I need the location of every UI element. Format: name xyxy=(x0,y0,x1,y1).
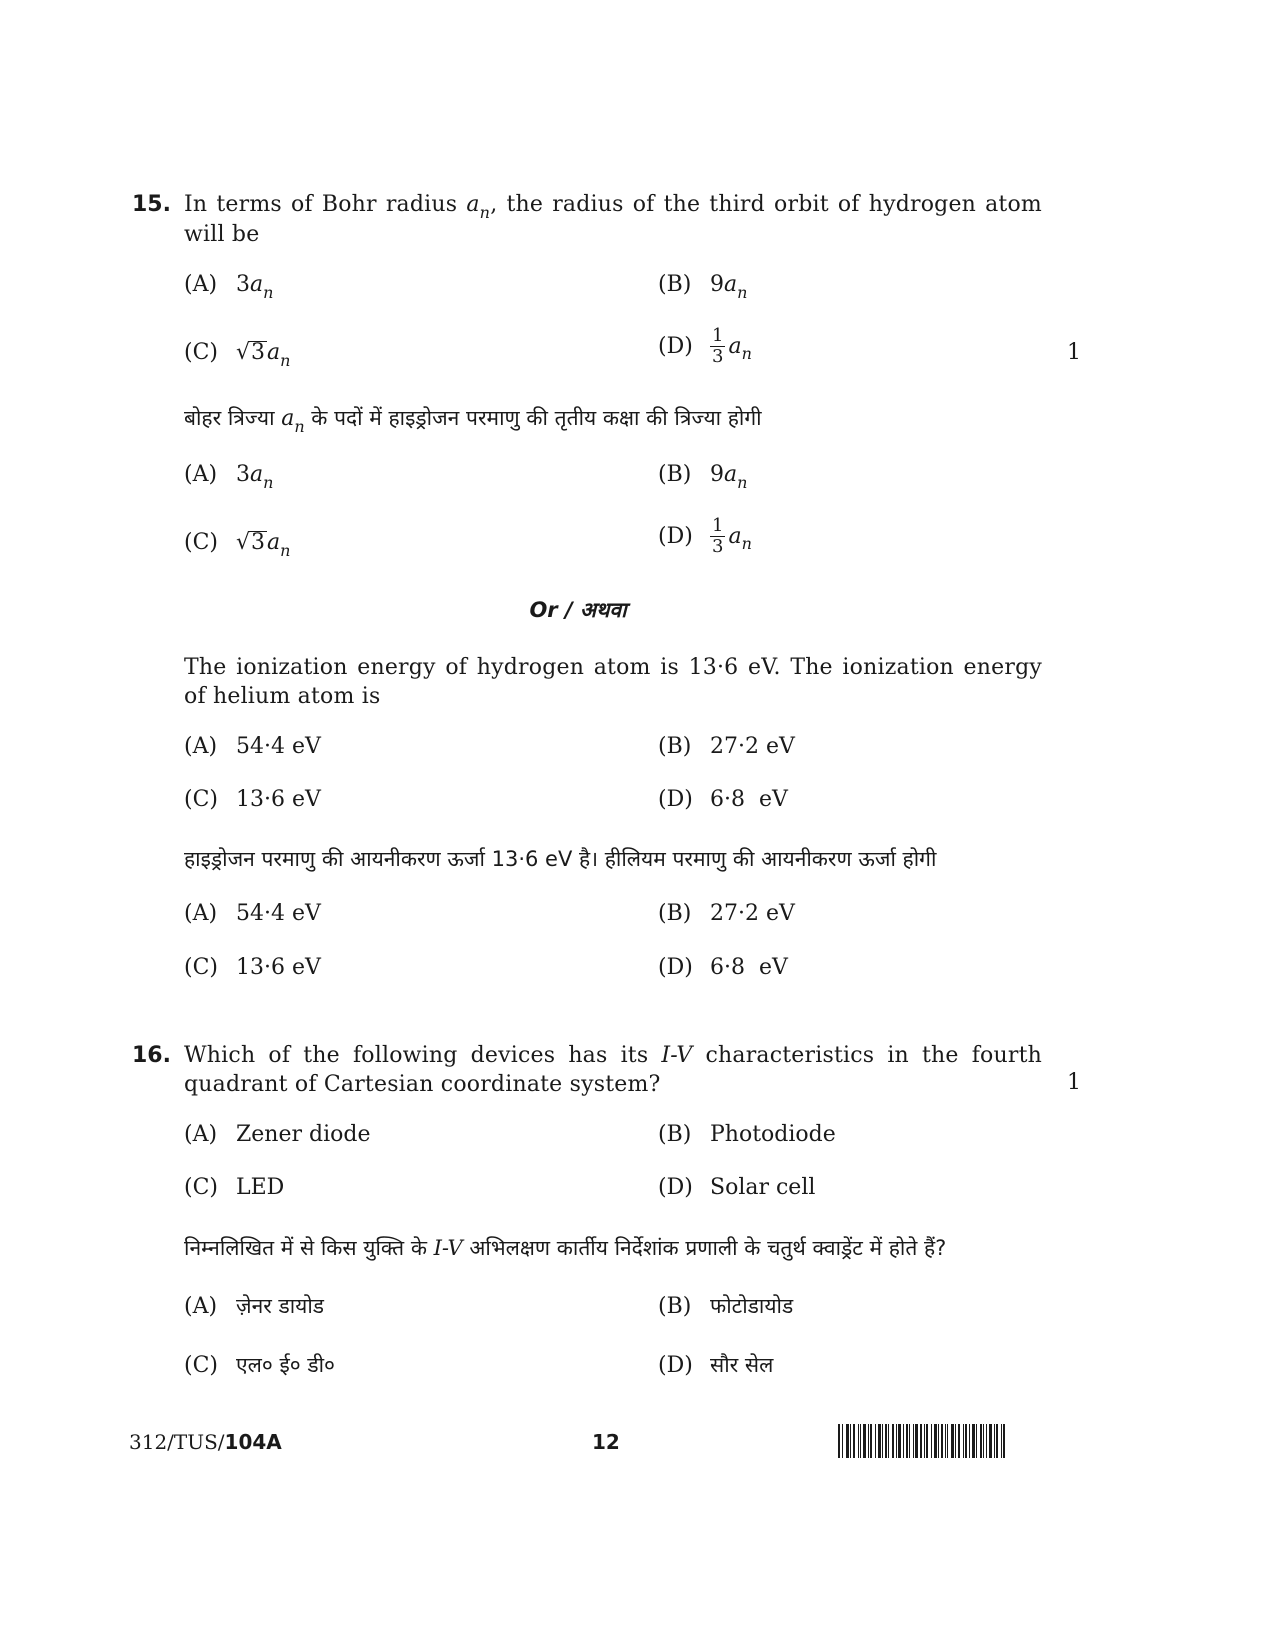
q16-en-option-a xyxy=(184,1122,370,1147)
math-var: a xyxy=(250,462,264,487)
option-text: LED xyxy=(236,1175,285,1200)
math-sub: n xyxy=(263,473,274,492)
option-label: (C) xyxy=(184,787,218,812)
stem-text: निम्नलिखित में से किस युक्ति के xyxy=(184,1236,434,1260)
option-label: (A) xyxy=(184,901,218,926)
option-label: (B) xyxy=(658,734,692,759)
q15-hi-option-b xyxy=(658,462,748,492)
math-sub: n xyxy=(280,351,291,370)
q15-alt-hi-option-a xyxy=(184,901,321,926)
option-label: (C) xyxy=(184,530,218,555)
q15-alt-hi-option-c xyxy=(184,955,321,980)
option-label: (B) xyxy=(658,272,692,297)
option-label: (D) xyxy=(658,955,693,980)
q15-alt-hi-option-d xyxy=(658,955,788,980)
option-label: (B) xyxy=(658,462,692,487)
math-sub: n xyxy=(294,417,305,436)
q15-alt-en-option-a xyxy=(184,734,321,759)
q16-en-option-b xyxy=(658,1122,836,1147)
math-var: a xyxy=(466,192,480,217)
q15-alt-hi-option-b xyxy=(658,901,795,926)
option-label: (B) xyxy=(658,1294,692,1319)
coef: 9 xyxy=(710,462,724,487)
math-sub: n xyxy=(263,283,274,302)
coef: 3 xyxy=(236,462,250,487)
option-label: (C) xyxy=(184,340,218,365)
math-sub: n xyxy=(741,344,752,363)
q16-hi-option-b xyxy=(658,1292,793,1320)
option-text: 54·4 eV xyxy=(236,734,321,759)
option-label: (B) xyxy=(658,1122,692,1147)
coef: 9 xyxy=(710,272,724,297)
option-label: (C) xyxy=(184,955,218,980)
q16-marks: 1 xyxy=(1067,1070,1081,1095)
option-label: (D) xyxy=(658,1353,693,1378)
page-number: 12 xyxy=(592,1430,620,1454)
math-var: a xyxy=(724,272,738,297)
option-label: (C) xyxy=(184,1175,218,1200)
q15-en-option-c xyxy=(184,340,291,370)
option-text: फोटोडायोड xyxy=(710,1294,794,1318)
question-16-number: 16. xyxy=(132,1043,171,1068)
option-label: (D) xyxy=(658,787,693,812)
math-var: a xyxy=(250,272,264,297)
stem-text: अभिलक्षण कार्तीय निर्देशांक प्रणाली के चतुर्थ क्वाड्रेंट में होते हैं? xyxy=(462,1236,947,1260)
option-text: 13·6 eV xyxy=(236,955,321,980)
barcode xyxy=(838,1424,1082,1458)
frac-den: 3 xyxy=(712,346,724,367)
option-label: (D) xyxy=(658,334,693,359)
question-15-number: 15. xyxy=(132,192,171,217)
option-label: (A) xyxy=(184,1122,218,1147)
paper-code xyxy=(129,1430,282,1454)
iv-term: I-V xyxy=(433,1236,463,1260)
radicand: 3 xyxy=(251,530,266,555)
option-label: (B) xyxy=(658,901,692,926)
math-sub: n xyxy=(280,541,291,560)
frac-num: 1 xyxy=(712,515,724,536)
or-separator: Or / अथवा xyxy=(529,598,627,622)
coef: 3 xyxy=(236,272,250,297)
q15-en-option-a xyxy=(184,272,274,302)
fraction xyxy=(710,516,725,557)
option-text: सौर सेल xyxy=(710,1353,774,1377)
option-text: 6·8 eV xyxy=(710,787,788,812)
option-text: एल० ई० डी० xyxy=(236,1353,335,1377)
option-label: (A) xyxy=(184,734,218,759)
option-text: 13·6 eV xyxy=(236,787,321,812)
q15-hi-option-c xyxy=(184,530,291,560)
fraction xyxy=(710,326,725,367)
q15-alt-en-option-d xyxy=(658,787,788,812)
question-15-alt-stem-en: The ionization energy of hydrogen atom is 13·6 eV. The ionization energy of helium atom is xyxy=(184,655,1042,709)
stem-text: Which of the following devices has its xyxy=(184,1043,662,1068)
option-text: Solar cell xyxy=(710,1175,816,1200)
q16-en-option-d xyxy=(658,1175,815,1200)
math-var: a xyxy=(267,530,281,555)
option-text: ज़ेनर डायोड xyxy=(236,1294,325,1318)
math-sub: n xyxy=(737,473,748,492)
q15-hi-option-d xyxy=(658,516,752,557)
question-16-stem-en xyxy=(184,1041,1042,1099)
question-16-stem-hi xyxy=(184,1234,1054,1263)
option-text: 6·8 eV xyxy=(710,955,788,980)
option-label: (A) xyxy=(184,462,218,487)
stem-text: , the radius of the third orbit of hydrogen atom will be xyxy=(184,192,1042,247)
frac-den: 3 xyxy=(712,536,724,557)
q16-hi-option-c xyxy=(184,1351,335,1379)
math-var: a xyxy=(728,524,742,549)
math-sub: n xyxy=(479,203,491,222)
option-label: (A) xyxy=(184,272,218,297)
q16-en-option-c xyxy=(184,1175,284,1200)
math-sub: n xyxy=(741,534,752,553)
sqrt: √3 xyxy=(236,530,266,555)
frac-num: 1 xyxy=(712,325,724,346)
option-label: (A) xyxy=(184,1294,218,1319)
q16-hi-option-a xyxy=(184,1292,324,1320)
option-text: Zener diode xyxy=(236,1122,371,1147)
q15-en-option-b xyxy=(658,272,748,302)
stem-text: बोहर त्रिज्या xyxy=(184,406,282,430)
iv-term: I-V xyxy=(661,1043,693,1068)
stem-text: characteristics in the fourth quadrant of Cartesian coordinate system? xyxy=(184,1043,1042,1097)
option-label: (D) xyxy=(658,1175,693,1200)
stem-text: In terms of Bohr radius xyxy=(184,192,467,217)
math-var: a xyxy=(728,334,742,359)
option-text: 27·2 eV xyxy=(710,734,795,759)
q15-hi-option-a xyxy=(184,462,274,492)
question-15-stem-hi xyxy=(184,404,1054,434)
radicand: 3 xyxy=(251,340,266,365)
paper-code-bold: 104A xyxy=(224,1430,282,1454)
paper-code-prefix: 312/TUS/ xyxy=(129,1430,225,1454)
q15-marks: 1 xyxy=(1067,340,1081,365)
math-var: a xyxy=(281,406,295,431)
q15-alt-en-option-c xyxy=(184,787,321,812)
option-label: (C) xyxy=(184,1353,218,1378)
sqrt: √3 xyxy=(236,340,266,365)
option-label: (D) xyxy=(658,524,693,549)
q15-alt-en-option-b xyxy=(658,734,795,759)
math-var: a xyxy=(267,340,281,365)
option-text: Photodiode xyxy=(710,1122,836,1147)
math-var: a xyxy=(724,462,738,487)
stem-text: के पदों में हाइड्रोजन परमाणु की तृतीय कक्षा की त्रिज्या होगी xyxy=(304,406,762,430)
q16-hi-option-d xyxy=(658,1351,773,1379)
q15-en-option-d xyxy=(658,326,752,367)
math-sub: n xyxy=(737,283,748,302)
question-15-stem-en xyxy=(184,190,1042,249)
option-text: 27·2 eV xyxy=(710,901,795,926)
option-text: 54·4 eV xyxy=(236,901,321,926)
question-15-alt-stem-hi: हाइड्रोजन परमाणु की आयनीकरण ऊर्जा 13·6 eV है। हीलियम परमाणु की आयनीकरण ऊर्जा होगी xyxy=(184,847,937,871)
